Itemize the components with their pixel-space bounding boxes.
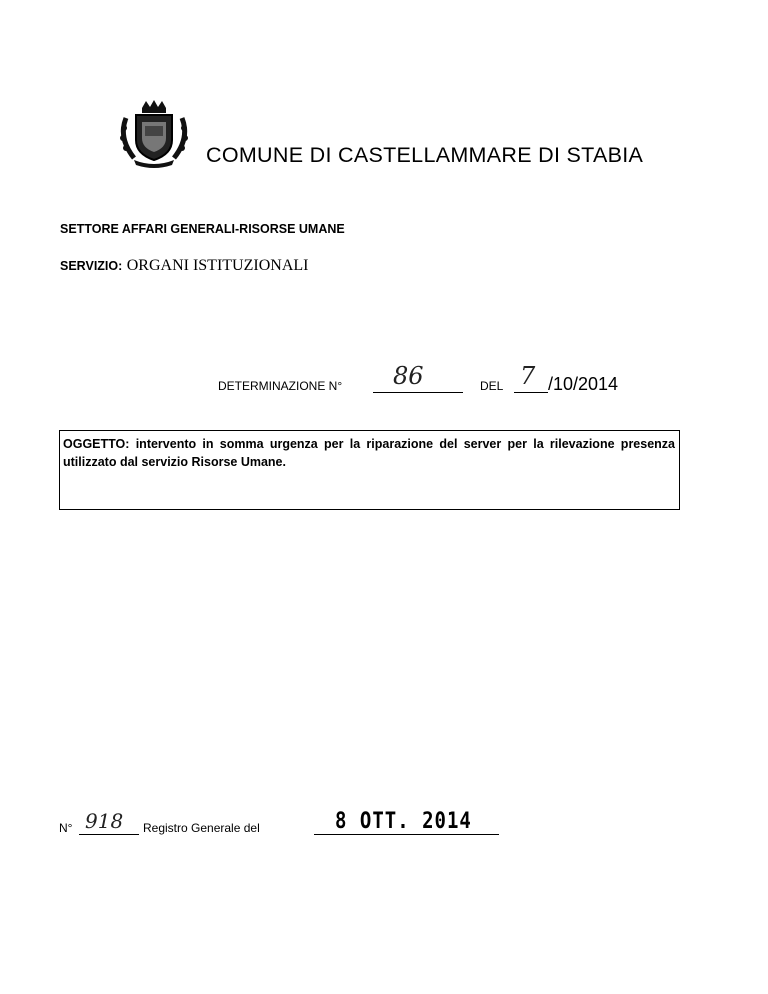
oggetto-text: OGGETTO: intervento in somma urgenza per la riparazione del server per la rilevazione presenza utilizzato dal servizio Risorse Umane. [63,437,675,469]
registro-label: Registro Generale del [143,821,260,835]
registro-number: 918 [85,809,124,833]
determinazione-line [218,362,648,398]
page-title: COMUNE DI CASTELLAMMARE DI STABIA [206,143,644,167]
servizio-value: ORGANI ISTITUZIONALI [126,257,309,274]
registro-line [59,808,499,838]
del-month-year: /10/2014 [548,374,619,394]
del-label: DEL [480,379,504,393]
registro-date-stamp: 8 OTT. 2014 [335,808,472,834]
determinazione-number: 86 [393,362,424,390]
oggetto-box [59,430,680,510]
servizio-line [60,257,308,275]
municipal-crest-icon [112,98,196,168]
del-day: 7 [520,362,536,390]
registro-n-label: N° [59,821,73,835]
settore-heading: SETTORE AFFARI GENERALI-RISORSE UMANE [60,222,345,236]
servizio-label: SERVIZIO: [60,259,123,273]
determinazione-label: DETERMINAZIONE N° [218,379,343,393]
